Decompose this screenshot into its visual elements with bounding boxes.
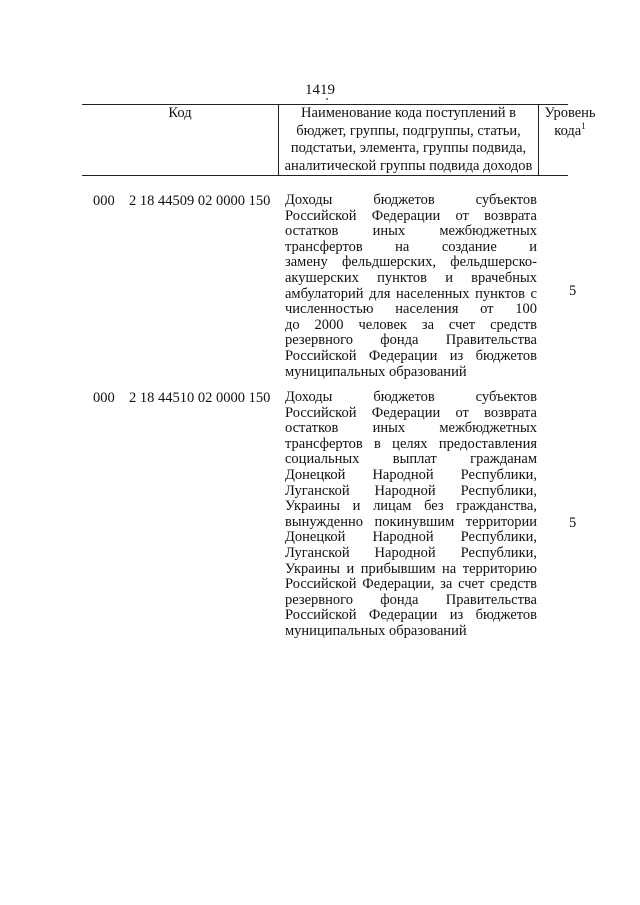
name-line: Украины и прибывшим на территорию xyxy=(285,560,537,577)
name-line: амбулаторий для населенных пунктов с xyxy=(285,285,537,302)
name-line: Луганской Народной Республики, xyxy=(285,482,537,499)
name-line: численностью населения от 100 xyxy=(285,301,537,318)
income-name xyxy=(285,193,537,380)
name-line: Донецкой Народной Республики, xyxy=(285,466,537,483)
name-line: замену фельдшерских, фельдшерско- xyxy=(285,254,537,271)
header-name-line: аналитической группы подвида доходов xyxy=(284,157,533,174)
header-name-line: бюджет, группы, подгруппы, статьи, xyxy=(296,122,521,139)
name-line: социальных выплат гражданам xyxy=(285,451,537,468)
header-code-cell xyxy=(82,105,279,175)
name-line: резервного фонда Правительства xyxy=(285,591,537,608)
level-value: 5 xyxy=(569,283,577,299)
income-name xyxy=(285,390,537,640)
name-line: Луганской Народной Республики, xyxy=(285,544,537,561)
header-name-cell xyxy=(279,105,539,175)
admin-code: 000 xyxy=(93,193,115,209)
admin-code: 000 xyxy=(93,390,115,406)
header-name-line: Наименование кода поступлений в xyxy=(301,105,516,121)
level-value: 5 xyxy=(569,515,577,531)
page-number: 1419 xyxy=(305,82,335,98)
name-line: резервного фонда Правительства xyxy=(285,332,537,349)
name-line: Российской Федерации от возврата xyxy=(285,207,537,224)
header-code-label: Код xyxy=(168,105,192,121)
table-header xyxy=(82,104,596,176)
name-line: Доходы бюджетов субъектов xyxy=(285,389,537,405)
name-line: муниципальных образований xyxy=(285,622,467,639)
header-name-line: подстатьи, элемента, группы подвида, xyxy=(290,140,527,156)
name-line: акушерских пунктов и врачебных xyxy=(285,269,537,286)
name-line: муниципальных образований xyxy=(285,363,467,380)
header-level-word: кода xyxy=(554,122,582,139)
name-line: Российской Федерации, за счет средств xyxy=(285,576,537,593)
name-line: остатков иных межбюджетных xyxy=(285,420,537,437)
name-line: остатков иных межбюджетных xyxy=(285,223,537,240)
name-line: трансфертов на создание и xyxy=(285,238,537,255)
scan-speck xyxy=(326,98,328,100)
name-line: Донецкой Народной Республики, xyxy=(285,529,537,546)
name-line: Украины и лицам без гражданства, xyxy=(285,498,537,515)
name-line: Российской Федерации от возврата xyxy=(285,404,537,421)
name-line: до 2000 человек за счет средств xyxy=(285,316,537,333)
footnote-marker: 1 xyxy=(581,120,586,131)
header-level-line xyxy=(540,120,600,141)
name-line: Российской Федерации из бюджетов xyxy=(285,347,537,364)
name-line: вынужденно покинувшим территории xyxy=(285,513,537,530)
name-line: трансфертов в целях предоставления xyxy=(285,435,537,452)
income-code: 2 18 44509 02 0000 150 xyxy=(129,193,271,209)
header-level-cell xyxy=(540,105,600,175)
header-level-line: Уровень xyxy=(544,105,596,121)
name-line: Доходы бюджетов субъектов xyxy=(285,192,537,208)
name-line: Российской Федерации из бюджетов xyxy=(285,607,537,624)
income-code: 2 18 44510 02 0000 150 xyxy=(129,390,271,406)
